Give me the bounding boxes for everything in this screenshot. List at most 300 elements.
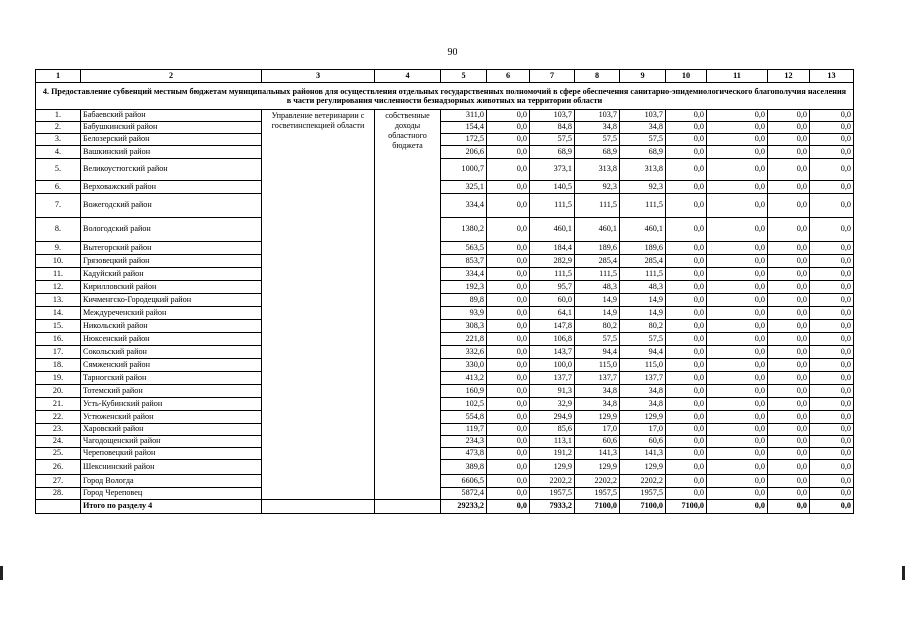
value-cell-col10: 0,0 [666,475,707,488]
district-name: Сокольский район [81,346,262,359]
value-cell-col6: 0,0 [487,242,530,255]
table-row [36,294,854,307]
value-cell-col13: 0,0 [810,448,854,460]
district-name: Кадуйский район [81,268,262,281]
value-cell-col11: 0,0 [707,146,768,159]
table-row [36,281,854,294]
row-number: 8. [36,218,81,242]
value-cell-col6: 0,0 [487,475,530,488]
value-cell-col13: 0,0 [810,307,854,320]
value-cell-col11: 0,0 [707,281,768,294]
value-cell-col12: 0,0 [768,146,810,159]
value-cell-col6: 0,0 [487,255,530,268]
value-cell-col8: 129,9 [575,460,620,475]
value-cell-col11: 0,0 [707,411,768,424]
value-cell-col5: 1000,7 [441,159,487,181]
value-cell-col13: 0,0 [810,320,854,333]
value-cell-col6: 0,0 [487,268,530,281]
value-cell-col11: 0,0 [707,475,768,488]
value-cell-col13: 0,0 [810,181,854,194]
value-cell-col8: 111,5 [575,194,620,218]
value-cell-col8: 17,0 [575,424,620,436]
value-cell-col12: 0,0 [768,268,810,281]
district-name: Вытегорский район [81,242,262,255]
value-cell-col10: 0,0 [666,448,707,460]
district-name: Вожегодский район [81,194,262,218]
value-cell-col9: 313,8 [620,159,666,181]
value-cell-col8: 34,8 [575,122,620,134]
table-row [36,268,854,281]
section-title-row [36,83,854,110]
value-cell-col9: 17,0 [620,424,666,436]
total-value-col5: 29233,2 [441,500,487,514]
column-number-8: 8 [575,70,620,83]
value-cell-col5: 389,8 [441,460,487,475]
value-cell-col11: 0,0 [707,110,768,122]
value-cell-col7: 282,9 [530,255,575,268]
value-cell-col7: 137,7 [530,372,575,385]
value-cell-col6: 0,0 [487,424,530,436]
value-cell-col5: 554,8 [441,411,487,424]
value-cell-col7: 147,8 [530,320,575,333]
value-cell-col12: 0,0 [768,398,810,411]
value-cell-col8: 115,0 [575,359,620,372]
value-cell-col9: 129,9 [620,460,666,475]
value-cell-col5: 119,7 [441,424,487,436]
value-cell-col10: 0,0 [666,460,707,475]
value-cell-col8: 60,6 [575,436,620,448]
value-cell-col11: 0,0 [707,255,768,268]
value-cell-col7: 129,9 [530,460,575,475]
value-cell-col13: 0,0 [810,122,854,134]
value-cell-col10: 0,0 [666,411,707,424]
value-cell-col5: 325,1 [441,181,487,194]
value-cell-col9: 34,8 [620,398,666,411]
district-name: Междуреченский район [81,307,262,320]
total-value-col11: 0,0 [707,500,768,514]
value-cell-col6: 0,0 [487,146,530,159]
value-cell-col11: 0,0 [707,122,768,134]
row-number: 15. [36,320,81,333]
value-cell-col7: 373,1 [530,159,575,181]
value-cell-col6: 0,0 [487,398,530,411]
value-cell-col7: 68,9 [530,146,575,159]
value-cell-col11: 0,0 [707,359,768,372]
value-cell-col5: 154,4 [441,122,487,134]
value-cell-col7: 143,7 [530,346,575,359]
value-cell-col6: 0,0 [487,333,530,346]
value-cell-col11: 0,0 [707,134,768,146]
column-number-7: 7 [530,70,575,83]
value-cell-col5: 102,5 [441,398,487,411]
total-value-col6: 0,0 [487,500,530,514]
row-number: 21. [36,398,81,411]
value-cell-col5: 1380,2 [441,218,487,242]
district-name: Грязовецкий район [81,255,262,268]
value-cell-col8: 48,3 [575,281,620,294]
value-cell-col9: 129,9 [620,411,666,424]
value-cell-col11: 0,0 [707,385,768,398]
table-row [36,320,854,333]
column-number-1: 1 [36,70,81,83]
value-cell-col6: 0,0 [487,488,530,500]
value-cell-col13: 0,0 [810,460,854,475]
value-cell-col12: 0,0 [768,134,810,146]
value-cell-col13: 0,0 [810,411,854,424]
value-cell-col7: 57,5 [530,134,575,146]
total-value-col13: 0,0 [810,500,854,514]
value-cell-col9: 141,3 [620,448,666,460]
value-cell-col11: 0,0 [707,159,768,181]
value-cell-col12: 0,0 [768,333,810,346]
value-cell-col13: 0,0 [810,294,854,307]
value-cell-col9: 94,4 [620,346,666,359]
value-cell-col5: 234,3 [441,436,487,448]
column-number-10: 10 [666,70,707,83]
value-cell-col13: 0,0 [810,436,854,448]
value-cell-col8: 137,7 [575,372,620,385]
value-cell-col7: 191,2 [530,448,575,460]
value-cell-col9: 460,1 [620,218,666,242]
district-name: Устюженский район [81,411,262,424]
value-cell-col6: 0,0 [487,448,530,460]
section-title: 4. Предоставление субвенций местным бюджетам муниципальных районов для осуществления отдельных государственных полномочий в сфере обеспечения санитарно-эпидемиологического благополучия населения в части регулирования численности безнадзорных животных на территории области [36,83,854,110]
value-cell-col13: 0,0 [810,110,854,122]
row-number: 22. [36,411,81,424]
value-cell-col12: 0,0 [768,475,810,488]
value-cell-col12: 0,0 [768,424,810,436]
district-name: Сямженский район [81,359,262,372]
value-cell-col12: 0,0 [768,122,810,134]
value-cell-col8: 92,3 [575,181,620,194]
value-cell-col11: 0,0 [707,194,768,218]
value-cell-col8: 34,8 [575,398,620,411]
row-number: 18. [36,359,81,372]
column-number-4: 4 [375,70,441,83]
value-cell-col5: 160,9 [441,385,487,398]
row-number: 12. [36,281,81,294]
value-cell-col11: 0,0 [707,436,768,448]
total-row [36,500,854,514]
total-value-col7: 7933,2 [530,500,575,514]
value-cell-col6: 0,0 [487,194,530,218]
value-cell-col10: 0,0 [666,268,707,281]
value-cell-col11: 0,0 [707,346,768,359]
value-cell-col9: 80,2 [620,320,666,333]
value-cell-col6: 0,0 [487,110,530,122]
value-cell-col9: 57,5 [620,333,666,346]
district-name: Вологодский район [81,218,262,242]
value-cell-col7: 1957,5 [530,488,575,500]
table-row [36,346,854,359]
row-number: 5. [36,159,81,181]
row-number: 19. [36,372,81,385]
value-cell-col6: 0,0 [487,281,530,294]
value-cell-col5: 334,4 [441,268,487,281]
row-number: 28. [36,488,81,500]
row-number: 4. [36,146,81,159]
value-cell-col6: 0,0 [487,218,530,242]
value-cell-col5: 6606,5 [441,475,487,488]
row-number: 11. [36,268,81,281]
value-cell-col9: 34,8 [620,385,666,398]
value-cell-col8: 34,8 [575,385,620,398]
value-cell-col12: 0,0 [768,346,810,359]
value-cell-col5: 853,7 [441,255,487,268]
value-cell-col5: 93,9 [441,307,487,320]
value-cell-col8: 57,5 [575,333,620,346]
value-cell-col7: 111,5 [530,194,575,218]
value-cell-col5: 330,0 [441,359,487,372]
table-row [36,218,854,242]
value-cell-col8: 1957,5 [575,488,620,500]
value-cell-col9: 14,9 [620,294,666,307]
value-cell-col8: 129,9 [575,411,620,424]
value-cell-col10: 0,0 [666,159,707,181]
table-row [36,181,854,194]
value-cell-col5: 89,8 [441,294,487,307]
column-number-2: 2 [81,70,262,83]
subvention-table [35,69,854,514]
value-cell-col12: 0,0 [768,372,810,385]
value-cell-col5: 311,0 [441,110,487,122]
value-cell-col7: 84,8 [530,122,575,134]
value-cell-col5: 473,8 [441,448,487,460]
value-cell-col9: 48,3 [620,281,666,294]
district-name: Чагодощенский район [81,436,262,448]
value-cell-col11: 0,0 [707,307,768,320]
executor-cell: Управление ветеринарии с госветинспекцией области [262,110,375,500]
value-cell-col8: 14,9 [575,294,620,307]
value-cell-col7: 460,1 [530,218,575,242]
value-cell-col9: 14,9 [620,307,666,320]
value-cell-col7: 111,5 [530,268,575,281]
district-name: Город Череповец [81,488,262,500]
value-cell-col7: 95,7 [530,281,575,294]
table-row [36,488,854,500]
value-cell-col11: 0,0 [707,268,768,281]
value-cell-col13: 0,0 [810,424,854,436]
row-number: 6. [36,181,81,194]
value-cell-col10: 0,0 [666,398,707,411]
value-cell-col12: 0,0 [768,460,810,475]
value-cell-col7: 64,1 [530,307,575,320]
value-cell-col9: 111,5 [620,194,666,218]
value-cell-col8: 111,5 [575,268,620,281]
value-cell-col13: 0,0 [810,333,854,346]
value-cell-col9: 68,9 [620,146,666,159]
total-value-col10: 7100,0 [666,500,707,514]
row-number: 13. [36,294,81,307]
table-row [36,242,854,255]
value-cell-col6: 0,0 [487,359,530,372]
value-cell-col6: 0,0 [487,460,530,475]
district-name: Череповецкий район [81,448,262,460]
value-cell-col12: 0,0 [768,385,810,398]
row-number: 23. [36,424,81,436]
value-cell-col10: 0,0 [666,424,707,436]
district-name: Великоустюгский район [81,159,262,181]
table-row [36,159,854,181]
value-cell-col11: 0,0 [707,181,768,194]
column-number-13: 13 [810,70,854,83]
column-number-5: 5 [441,70,487,83]
value-cell-col11: 0,0 [707,460,768,475]
value-cell-col5: 5872,4 [441,488,487,500]
value-cell-col9: 57,5 [620,134,666,146]
total-empty-cell [262,500,375,514]
value-cell-col10: 0,0 [666,194,707,218]
column-number-3: 3 [262,70,375,83]
value-cell-col11: 0,0 [707,488,768,500]
value-cell-col9: 115,0 [620,359,666,372]
value-cell-col11: 0,0 [707,218,768,242]
row-number: 10. [36,255,81,268]
district-name: Нюксенский район [81,333,262,346]
district-name: Харовский район [81,424,262,436]
total-value-col12: 0,0 [768,500,810,514]
value-cell-col5: 221,8 [441,333,487,346]
total-empty-cell [375,500,441,514]
value-cell-col13: 0,0 [810,359,854,372]
value-cell-col5: 308,3 [441,320,487,333]
value-cell-col5: 413,2 [441,372,487,385]
table-row [36,436,854,448]
value-cell-col12: 0,0 [768,320,810,333]
row-number: 20. [36,385,81,398]
table-row [36,448,854,460]
row-number: 25. [36,448,81,460]
district-name: Кирилловский район [81,281,262,294]
value-cell-col9: 137,7 [620,372,666,385]
value-cell-col13: 0,0 [810,159,854,181]
value-cell-col10: 0,0 [666,346,707,359]
value-cell-col8: 285,4 [575,255,620,268]
value-cell-col9: 2202,2 [620,475,666,488]
value-cell-col12: 0,0 [768,194,810,218]
district-name: Город Вологда [81,475,262,488]
value-cell-col10: 0,0 [666,294,707,307]
table-row [36,385,854,398]
value-cell-col11: 0,0 [707,424,768,436]
row-number: 3. [36,134,81,146]
value-cell-col7: 294,9 [530,411,575,424]
value-cell-col13: 0,0 [810,346,854,359]
table-row [36,110,854,122]
district-name: Верховажский район [81,181,262,194]
value-cell-col5: 332,6 [441,346,487,359]
row-number: 14. [36,307,81,320]
row-number: 16. [36,333,81,346]
column-number-6: 6 [487,70,530,83]
value-cell-col6: 0,0 [487,320,530,333]
value-cell-col8: 94,4 [575,346,620,359]
value-cell-col6: 0,0 [487,436,530,448]
value-cell-col7: 2202,2 [530,475,575,488]
value-cell-col13: 0,0 [810,488,854,500]
value-cell-col13: 0,0 [810,385,854,398]
table-row [36,255,854,268]
value-cell-col13: 0,0 [810,255,854,268]
value-cell-col9: 189,6 [620,242,666,255]
value-cell-col13: 0,0 [810,194,854,218]
value-cell-col12: 0,0 [768,448,810,460]
district-name: Белозерский район [81,134,262,146]
value-cell-col8: 460,1 [575,218,620,242]
value-cell-col5: 172,5 [441,134,487,146]
column-number-11: 11 [707,70,768,83]
value-cell-col8: 141,3 [575,448,620,460]
district-name: Шекснинский район [81,460,262,475]
value-cell-col12: 0,0 [768,218,810,242]
table-row [36,194,854,218]
total-label: Итого по разделу 4 [81,500,262,514]
table-row [36,307,854,320]
value-cell-col10: 0,0 [666,242,707,255]
value-cell-col10: 0,0 [666,333,707,346]
value-cell-col7: 91,3 [530,385,575,398]
value-cell-col5: 206,6 [441,146,487,159]
value-cell-col10: 0,0 [666,488,707,500]
district-name: Вашкинский район [81,146,262,159]
value-cell-col10: 0,0 [666,255,707,268]
value-cell-col12: 0,0 [768,411,810,424]
value-cell-col13: 0,0 [810,398,854,411]
row-number: 24. [36,436,81,448]
value-cell-col13: 0,0 [810,281,854,294]
value-cell-col7: 32,9 [530,398,575,411]
value-cell-col7: 85,6 [530,424,575,436]
table-row [36,372,854,385]
value-cell-col7: 140,5 [530,181,575,194]
total-empty-cell [36,500,81,514]
row-number: 2. [36,122,81,134]
value-cell-col7: 113,1 [530,436,575,448]
column-number-row [36,70,854,83]
value-cell-col7: 60,0 [530,294,575,307]
row-number: 27. [36,475,81,488]
table-row [36,411,854,424]
value-cell-col7: 103,7 [530,110,575,122]
value-cell-col11: 0,0 [707,333,768,346]
value-cell-col12: 0,0 [768,255,810,268]
district-name: Тотемский район [81,385,262,398]
value-cell-col10: 0,0 [666,320,707,333]
table-row [36,333,854,346]
value-cell-col13: 0,0 [810,218,854,242]
value-cell-col11: 0,0 [707,448,768,460]
value-cell-col11: 0,0 [707,242,768,255]
value-cell-col12: 0,0 [768,488,810,500]
value-cell-col6: 0,0 [487,122,530,134]
value-cell-col6: 0,0 [487,307,530,320]
value-cell-col6: 0,0 [487,134,530,146]
value-cell-col13: 0,0 [810,475,854,488]
value-cell-col10: 0,0 [666,385,707,398]
value-cell-col10: 0,0 [666,372,707,385]
district-name: Бабаевский район [81,110,262,122]
district-name: Бабушкинский район [81,122,262,134]
value-cell-col8: 103,7 [575,110,620,122]
value-cell-col6: 0,0 [487,346,530,359]
value-cell-col10: 0,0 [666,436,707,448]
value-cell-col8: 313,8 [575,159,620,181]
value-cell-col9: 34,8 [620,122,666,134]
value-cell-col9: 103,7 [620,110,666,122]
total-value-col9: 7100,0 [620,500,666,514]
row-number: 17. [36,346,81,359]
value-cell-col13: 0,0 [810,372,854,385]
